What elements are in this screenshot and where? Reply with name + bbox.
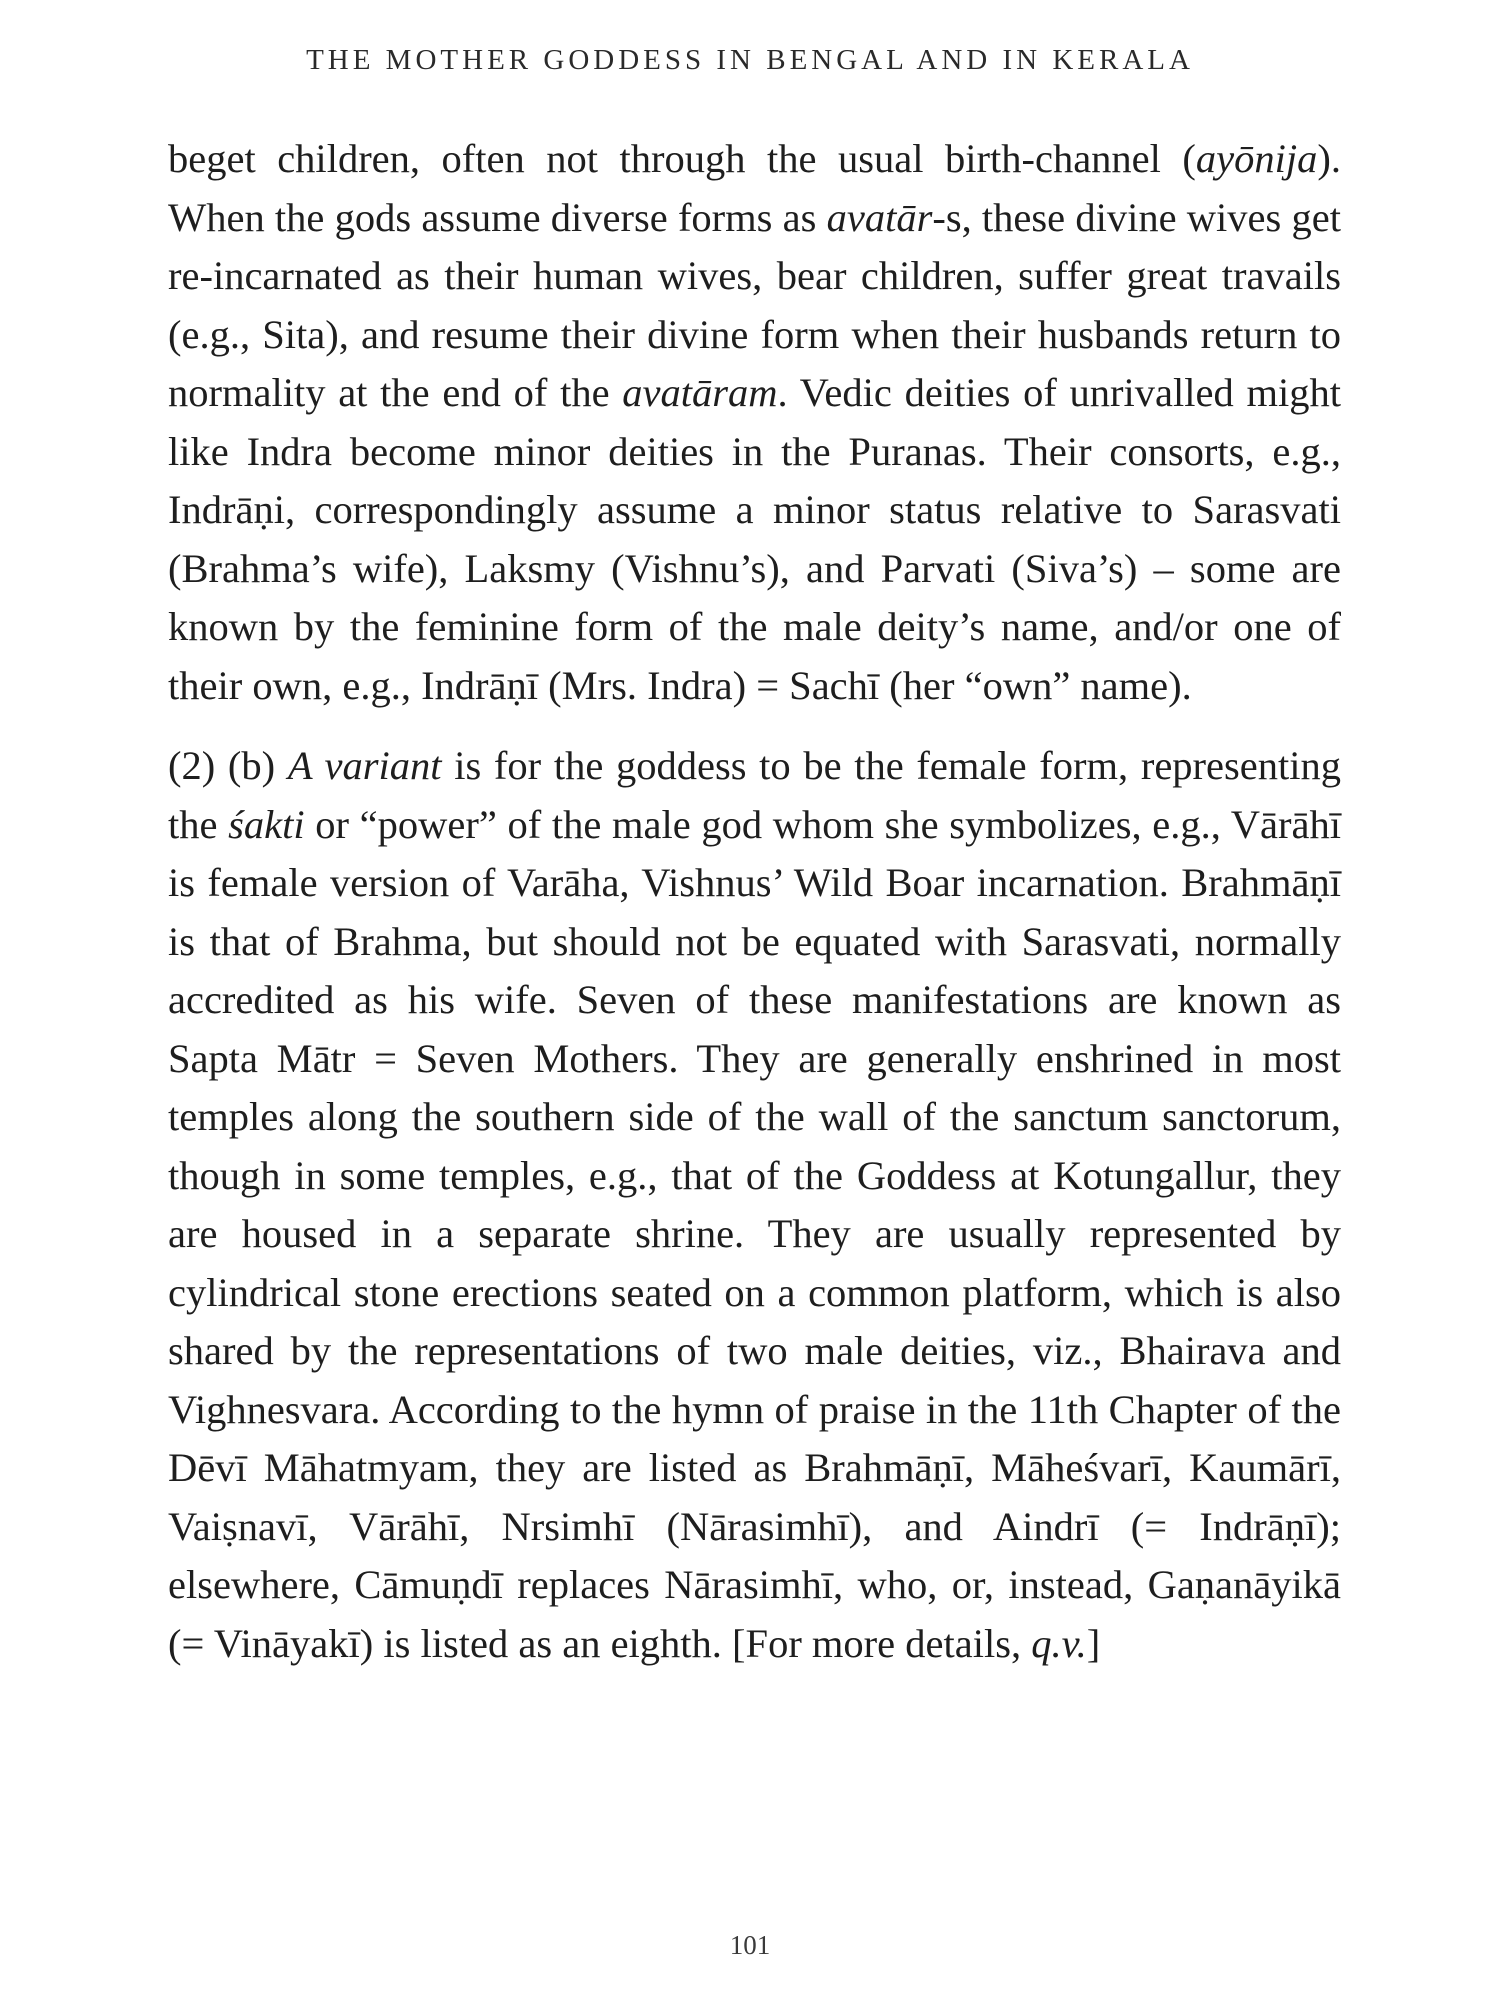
text-run: ). When the gods assume diverse forms as (168, 136, 1341, 240)
italic-run: avatāram (622, 370, 778, 415)
text-run: beget children, often not through the usual birth-channel ( (168, 136, 1196, 181)
page-number: 101 (729, 1930, 771, 1960)
text-run: . Vedic deities of unrivalled might like Indra become minor deities in the Puranas. Their consorts, e.g., Indrāṇi, correspondingly assume a minor status relative to Sarasvati (Brahma’s wife), Laksmy (Vishnu’s), and Parvati (Siva’s) – some are known by the feminine form of the male deity’s name, and/or one of their own, e.g., Indrāṇī (Mrs. Indra) = Sachī (her “own” name). (168, 370, 1341, 708)
text-run: or “power” of the male god whom she symbolizes, e.g., Vārāhī is female version of Varāha, Vishnus’ Wild Boar incarnation. Brahmāṇī is that of Brahma, but should not be equated with Sarasvati, normally accredited as his wife. Seven of these manifestations are known as Sapta Mātr = Seven Mothers. They are generally enshrined in most temples along the southern side of the wall of the sanctum sanctorum, though in some temples, e.g., that of the Goddess at Kotungallur, they are housed in a separate shrine. They are usually represented by cylindrical stone erections seated on a common platform, which is also shared by the representations of two male deities, viz., Bhairava and Vighnesvara. According to the hymn of praise in the 11th Chapter of the Dēvī Māhatmyam, they are listed as Brahmāṇī, Māheśvarī, Kaumārī, Vaiṣnavī, Vārāhī, Nrsimhī (Nārasimhī), and Aindrī (= Indrāṇī); elsewhere, Cāmuṇdī replaces Nārasimhī, who, or, instead, Gaṇanāyikā (= Vināyakī) is listed as an eighth. [For more details, (168, 801, 1341, 1666)
paragraph-2 (168, 737, 1341, 1673)
italic-run: q.v. (1031, 1620, 1087, 1666)
italic-run: śakti (228, 801, 305, 847)
body-text (168, 130, 1341, 1673)
text-run: ] (1086, 1620, 1101, 1666)
italic-run: avatār (826, 194, 933, 240)
italic-run: A variant (287, 743, 442, 788)
paragraph-1 (168, 130, 1341, 715)
text-run: is for the goddess to be the female form, representing the (168, 743, 1341, 847)
text-run: (2) (b) (168, 743, 288, 788)
text-run: -s, these divine wives get re-incarnated as their human wives, bear children, suffer great travails (e.g., Sita), and resume their divine form when their husbands return to normality at the end of the (168, 194, 1341, 415)
italic-run: ayōnija (1195, 136, 1318, 181)
running-head: THE MOTHER GODDESS IN BENGAL AND IN KERALA (306, 44, 1194, 76)
